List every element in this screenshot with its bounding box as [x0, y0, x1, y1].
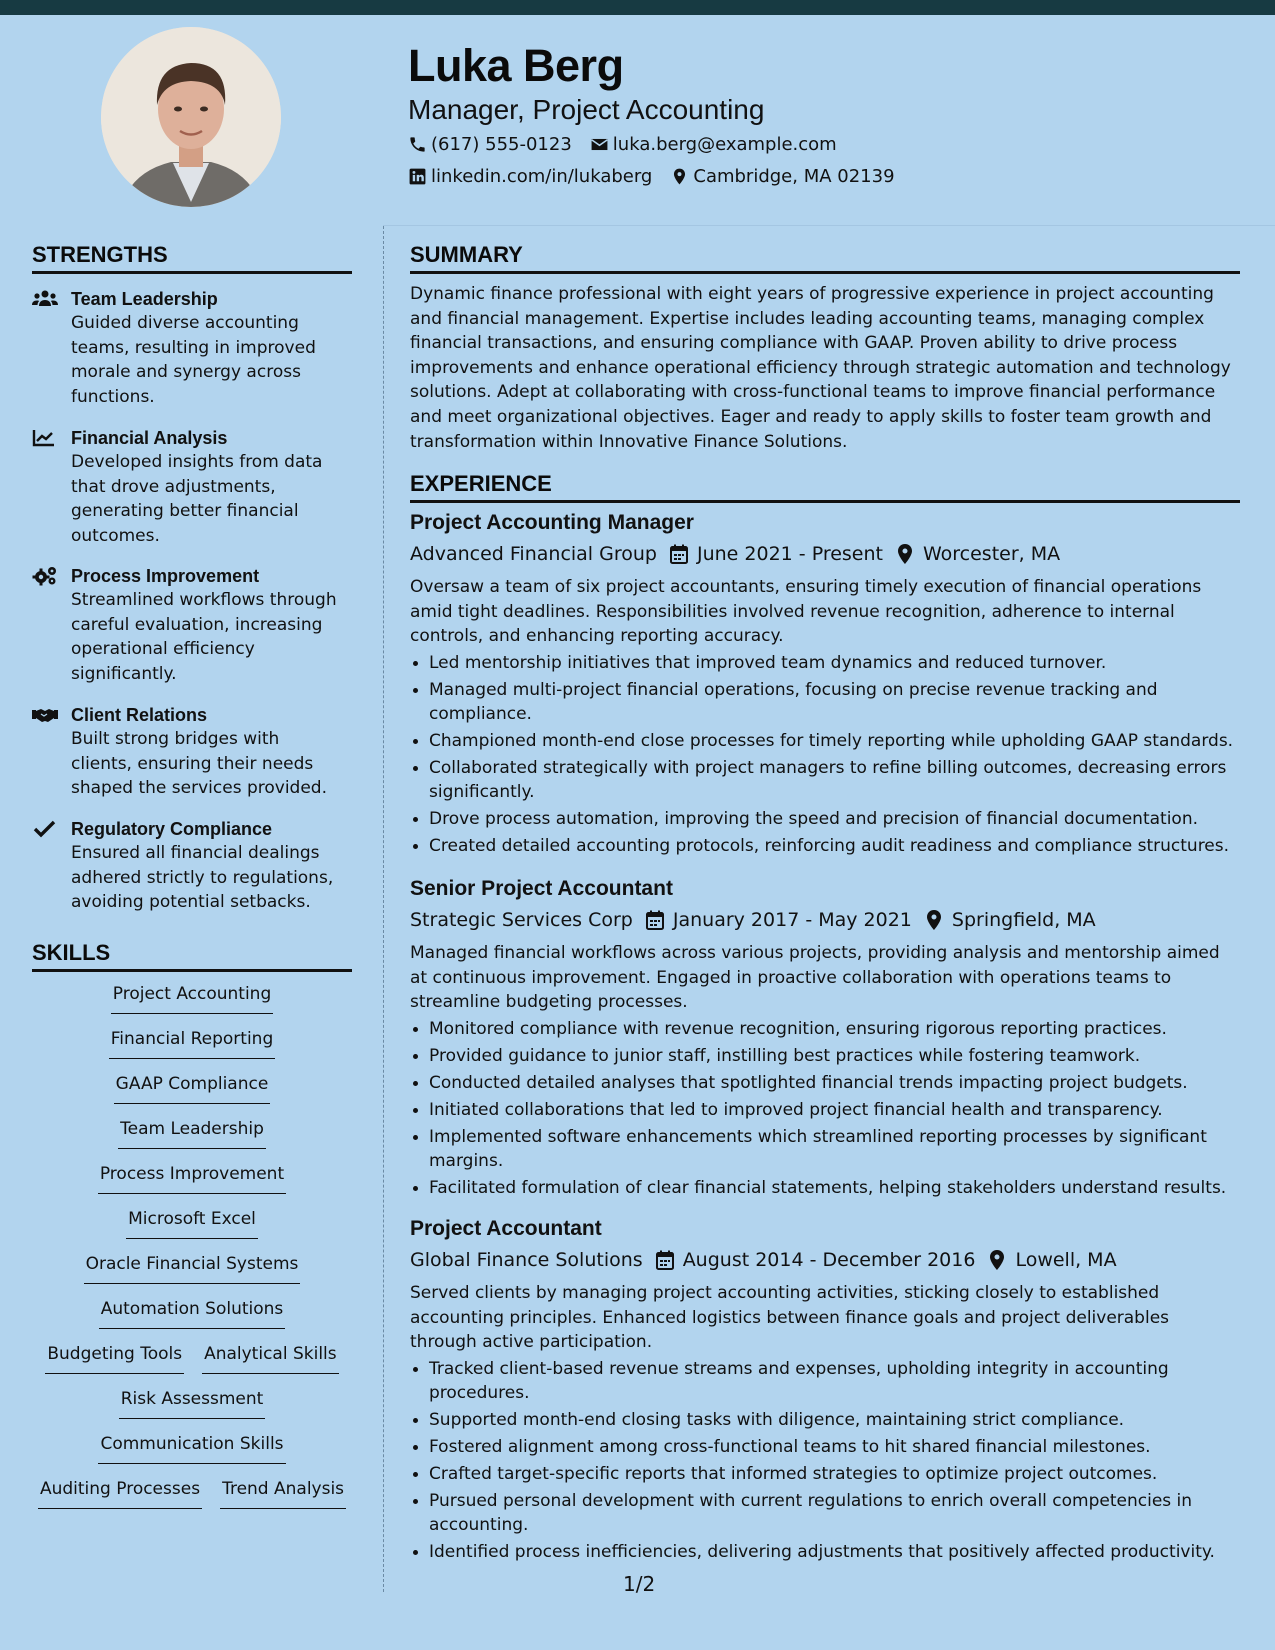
summary-heading: SUMMARY: [410, 242, 1240, 274]
bullet-item: Monitored compliance with revenue recognition, ensuring rigorous reporting practices.: [410, 1017, 1240, 1041]
gears-icon: [32, 566, 58, 586]
job-bullets: [410, 1017, 1240, 1200]
handshake-icon: [32, 705, 58, 725]
skill-tag: Automation Solutions: [99, 1299, 286, 1329]
strength-name: Process Improvement: [71, 566, 260, 586]
job-entry: [410, 1215, 1240, 1567]
bullet-item: Created detailed accounting protocols, reinforcing audit readiness and compliance structures.: [410, 834, 1240, 858]
bullet-item: Led mentorship initiatives that improved team dynamics and reduced turnover.: [410, 651, 1240, 675]
strength-name: Client Relations: [71, 705, 208, 725]
strength-item: [32, 426, 352, 548]
linkedin-icon: [408, 167, 427, 186]
job-dates: January 2017 - May 2021: [672, 909, 912, 931]
summary-text: Dynamic finance professional with eight years of progressive experience in project accounting and financial management. Expertise includes leading accounting teams, managing complex financial transactions, and ensuring compliance with GAAP. Proven ability to drive process improvements and enhance operational efficiency through strategic automation and technology solutions. Adept at collaborating with cross-functional teams to improve financial performance and meet organizational objectives. Eager and ready to apply skills to foster team growth and transformation within Innovative Finance Solutions.: [410, 284, 1231, 452]
strength-name: Team Leadership: [71, 289, 218, 309]
check-icon: [32, 819, 58, 839]
map-pin-icon: [925, 910, 943, 930]
email-address[interactable]: luka.berg@example.com: [612, 134, 837, 155]
skill-tag: GAAP Compliance: [114, 1074, 271, 1104]
map-pin-icon: [670, 167, 689, 186]
bullet-item: Fostered alignment among cross-functional teams to hit shared financial milestones.: [410, 1435, 1240, 1459]
strength-item: [32, 564, 352, 686]
bullet-item: Initiated collaborations that led to improved project financial health and transparency.: [410, 1098, 1240, 1122]
phone-item: [408, 134, 572, 155]
phone-number: (617) 555-0123: [431, 134, 572, 155]
skill-tag: Oracle Financial Systems: [84, 1254, 301, 1284]
skill-tag: Communication Skills: [98, 1434, 285, 1464]
bullet-item: Collaborated strategically with project managers to refine billing outcomes, decreasing errors significantly.: [410, 756, 1240, 804]
job-location: Lowell, MA: [1015, 1249, 1117, 1271]
profile-photo: [101, 27, 281, 207]
bullet-item: Pursued personal development with current regulations to enrich overall competencies in accounting.: [410, 1489, 1240, 1537]
phone-icon: [408, 135, 427, 154]
skill-tag: Project Accounting: [111, 984, 274, 1014]
strength-desc: Ensured all financial dealings adhered strictly to regulations, avoiding potential setbacks.: [71, 843, 334, 912]
experience-heading: EXPERIENCE: [410, 471, 1240, 503]
bullet-item: Implemented software enhancements which streamlined reporting processes by significant margins.: [410, 1125, 1240, 1173]
skill-tag: Analytical Skills: [202, 1344, 339, 1374]
calendar-icon: [656, 1250, 674, 1270]
bullet-item: Conducted detailed analyses that spotlighted financial trends impacting project budgets.: [410, 1071, 1240, 1095]
job-title: Senior Project Accountant: [410, 877, 673, 900]
candidate-name: Luka Berg: [408, 40, 624, 91]
skill-tag: Auditing Processes: [38, 1479, 202, 1509]
chart-line-icon: [32, 428, 58, 448]
job-entry: [410, 509, 1240, 861]
contact-row-1: [408, 134, 855, 155]
column-divider: [383, 226, 384, 1592]
calendar-icon: [646, 910, 664, 930]
job-entry: [410, 875, 1240, 1203]
skill-tag: Budgeting Tools: [45, 1344, 184, 1374]
bullet-item: Crafted target-specific reports that informed strategies to optimize project outcomes.: [410, 1462, 1240, 1486]
bullet-item: Supported month-end closing tasks with diligence, maintaining strict compliance.: [410, 1408, 1240, 1432]
candidate-title: Manager, Project Accounting: [408, 94, 765, 125]
strength-desc: Streamlined workflows through careful evaluation, increasing operational efficiency significantly.: [71, 590, 337, 684]
page-number: 1/2: [623, 1572, 656, 1596]
job-dates: August 2014 - December 2016: [682, 1249, 976, 1271]
skills-list: [32, 984, 352, 1524]
map-pin-icon: [988, 1250, 1006, 1270]
company-name: Strategic Services Corp: [410, 909, 633, 931]
contact-row-2: [408, 166, 913, 187]
email-item[interactable]: [590, 134, 837, 155]
job-bullets: [410, 1357, 1240, 1564]
top-accent-bar: [0, 0, 1275, 15]
skill-tag: Microsoft Excel: [126, 1209, 258, 1239]
strength-item: [32, 287, 352, 409]
strength-name: Financial Analysis: [71, 428, 228, 448]
location-text: Cambridge, MA 02139: [693, 166, 895, 187]
company-name: Global Finance Solutions: [410, 1249, 643, 1271]
job-title: Project Accountant: [410, 1217, 602, 1240]
job-meta: [410, 907, 1240, 933]
skill-tag: Trend Analysis: [220, 1479, 346, 1509]
map-pin-icon: [896, 544, 914, 564]
bullet-item: Managed multi-project financial operations, focusing on precise revenue tracking and compliance.: [410, 678, 1240, 726]
strength-desc: Built strong bridges with clients, ensuring their needs shaped the services provided.: [71, 729, 327, 798]
bullet-item: Tracked client-based revenue streams and expenses, upholding integrity in accounting procedures.: [410, 1357, 1240, 1405]
linkedin-url[interactable]: linkedin.com/in/lukaberg: [431, 166, 653, 187]
bullet-item: Drove process automation, improving the speed and precision of financial documentation.: [410, 807, 1240, 831]
strength-name: Regulatory Compliance: [71, 819, 273, 839]
job-meta: [410, 541, 1240, 567]
skill-tag: Team Leadership: [118, 1119, 266, 1149]
bullet-item: Facilitated formulation of clear financial statements, helping stakeholders understand results.: [410, 1176, 1240, 1200]
skill-tag: Risk Assessment: [119, 1389, 266, 1419]
header-divider: [383, 225, 1275, 226]
job-description: Served clients by managing project accounting activities, sticking closely to established accounting principles. Enhanced logistics between finance goals and project deliverables through active participation.: [410, 1283, 1170, 1352]
skill-tag: Process Improvement: [98, 1164, 286, 1194]
skills-heading: SKILLS: [32, 940, 352, 972]
job-location: Worcester, MA: [922, 543, 1061, 565]
bullet-item: Identified process inefficiencies, delivering adjustments that positively affected productivity.: [410, 1540, 1240, 1564]
bullet-item: Championed month-end close processes for timely reporting while upholding GAAP standards.: [410, 729, 1240, 753]
job-location: Springfield, MA: [951, 909, 1096, 931]
job-title: Project Accounting Manager: [410, 511, 694, 534]
strengths-heading: STRENGTHS: [32, 242, 352, 274]
job-dates: June 2021 - Present: [696, 543, 883, 565]
strength-desc: Guided diverse accounting teams, resulting in improved morale and synergy across functions.: [71, 313, 316, 407]
job-description: Oversaw a team of six project accountants, ensuring timely execution of financial operations amid tight deadlines. Responsibilities involved revenue recognition, adherence to internal controls, and enhancing reporting accuracy.: [410, 577, 1202, 646]
strength-item: [32, 817, 352, 915]
linkedin-item[interactable]: [408, 166, 652, 187]
job-meta: [410, 1247, 1240, 1273]
job-bullets: [410, 651, 1240, 858]
strength-desc: Developed insights from data that drove adjustments, generating better financial outcomes.: [71, 452, 323, 546]
company-name: Advanced Financial Group: [410, 543, 657, 565]
bullet-item: Provided guidance to junior staff, instilling best practices while fostering teamwork.: [410, 1044, 1240, 1068]
calendar-icon: [670, 544, 688, 564]
strength-item: [32, 703, 352, 801]
envelope-icon: [590, 135, 609, 154]
skill-tag: Financial Reporting: [109, 1029, 276, 1059]
job-description: Managed financial workflows across various projects, providing analysis and mentorship aimed at continuous improvement. Engaged in proactive collaboration with operations teams to streamline budgeting processes.: [410, 943, 1220, 1012]
location-item: [670, 166, 894, 187]
users-icon: [32, 289, 58, 309]
